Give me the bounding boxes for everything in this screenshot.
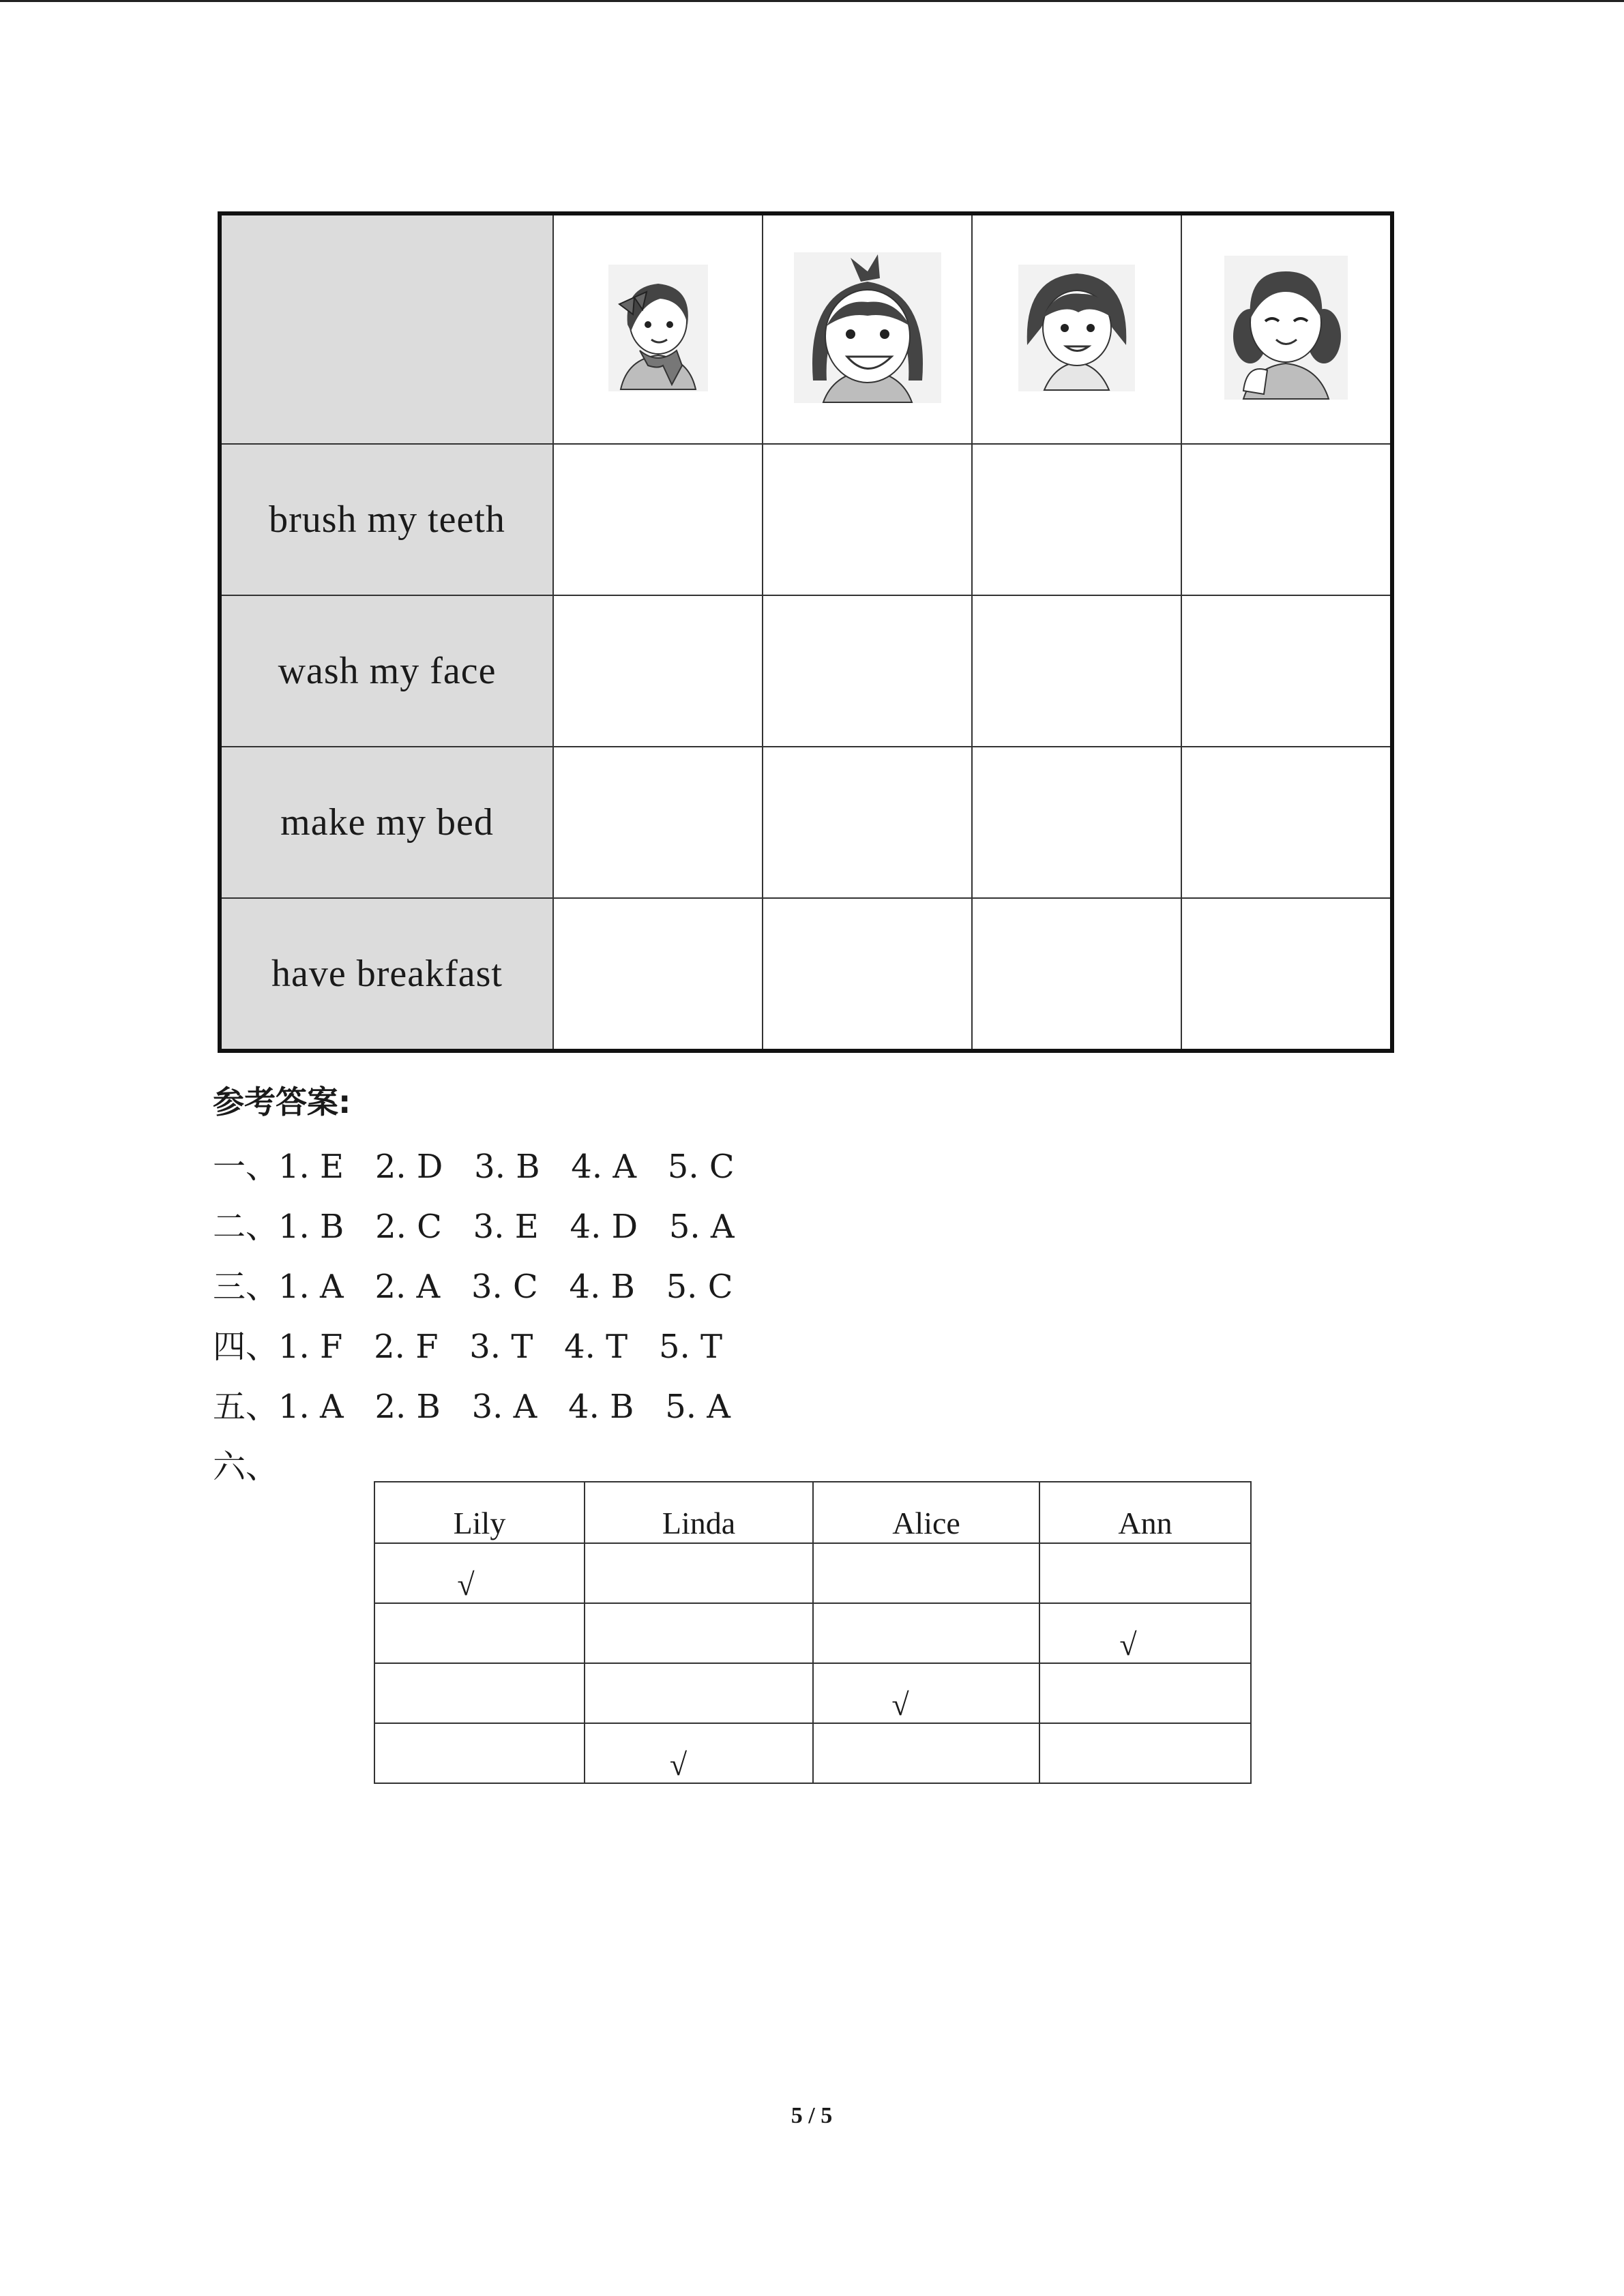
answer-row-3 [374, 1663, 1251, 1723]
answer-table [374, 1481, 1252, 1784]
answer-cell [813, 1723, 1039, 1783]
answer-row-1 [374, 1543, 1251, 1603]
activity-label: brush my teeth [220, 444, 553, 595]
answer-cell [1039, 1603, 1251, 1663]
header-lily: Lily [374, 1482, 585, 1543]
answer-line-1: 一、1. E 2. D 3. B 4. A 5. C [213, 1148, 735, 1186]
answer-line-2: 二、1. B 2. C 3. E 4. D 5. A [213, 1208, 735, 1246]
empty-cell [1181, 747, 1392, 898]
answer-cell [585, 1543, 813, 1603]
page-number: 5 / 5 [791, 2103, 833, 2128]
activity-label: wash my face [220, 595, 553, 747]
empty-cell [763, 444, 972, 595]
portrait-cell-4 [1181, 213, 1392, 444]
activity-label: make my bed [220, 747, 553, 898]
activity-row-3 [220, 747, 1392, 898]
answer-cell [374, 1663, 585, 1723]
answers-title: 参考答案: [213, 1084, 351, 1120]
header-ann: Ann [1039, 1482, 1251, 1543]
corner-cell [220, 213, 553, 444]
empty-cell [553, 595, 763, 747]
portrait-row [220, 213, 1392, 444]
answer-cell [813, 1543, 1039, 1603]
answer-cell [813, 1663, 1039, 1723]
activity-label: have breakfast [220, 898, 553, 1051]
answer-cell [813, 1603, 1039, 1663]
empty-cell [1181, 444, 1392, 595]
girl-pigtails-brushing-icon [1223, 254, 1349, 401]
empty-cell [553, 747, 763, 898]
answer-cell [1039, 1543, 1251, 1603]
girl-with-bow-and-scarf-icon [607, 263, 709, 393]
answer-row-2 [374, 1603, 1251, 1663]
empty-cell [972, 595, 1181, 747]
empty-cell [553, 444, 763, 595]
empty-cell [763, 898, 972, 1051]
check-mark: √ [1119, 1627, 1137, 1662]
answer-line-5: 五、1. A 2. B 3. A 4. B 5. A [213, 1388, 730, 1426]
header-alice: Alice [813, 1482, 1039, 1543]
activity-row-1 [220, 444, 1392, 595]
empty-cell [1181, 898, 1392, 1051]
empty-cell [553, 898, 763, 1051]
answer-line-6: 六、 [213, 1448, 279, 1486]
answer-cell [1039, 1723, 1251, 1783]
empty-cell [972, 444, 1181, 595]
answer-line-3: 三、1. A 2. A 3. C 4. B 5. C [213, 1268, 733, 1306]
answer-cell [1039, 1663, 1251, 1723]
activity-row-4 [220, 898, 1392, 1051]
answer-table-header [374, 1482, 1251, 1543]
check-mark: √ [891, 1687, 909, 1722]
empty-cell [763, 595, 972, 747]
portrait-cell-1 [553, 213, 763, 444]
empty-cell [972, 898, 1181, 1051]
check-mark: √ [457, 1567, 475, 1602]
answer-cell [585, 1723, 813, 1783]
activity-row-2 [220, 595, 1392, 747]
header-linda: Linda [585, 1482, 813, 1543]
answer-cell [585, 1663, 813, 1723]
answer-cell [374, 1603, 585, 1663]
check-mark: √ [669, 1747, 688, 1782]
empty-cell [972, 747, 1181, 898]
answer-row-4 [374, 1723, 1251, 1783]
top-rule [0, 0, 1624, 2]
girl-with-ponytail-smiling-icon [793, 251, 943, 404]
answer-cell [585, 1603, 813, 1663]
answer-cell [374, 1543, 585, 1603]
answer-cell [374, 1723, 585, 1783]
activity-table [218, 211, 1394, 1053]
empty-cell [1181, 595, 1392, 747]
answer-line-4: 四、1. F 2. F 3. T 4. T 5. T [213, 1328, 723, 1366]
empty-cell [763, 747, 972, 898]
portrait-cell-3 [972, 213, 1181, 444]
girl-short-hair-icon [1017, 263, 1136, 393]
portrait-cell-2 [763, 213, 972, 444]
